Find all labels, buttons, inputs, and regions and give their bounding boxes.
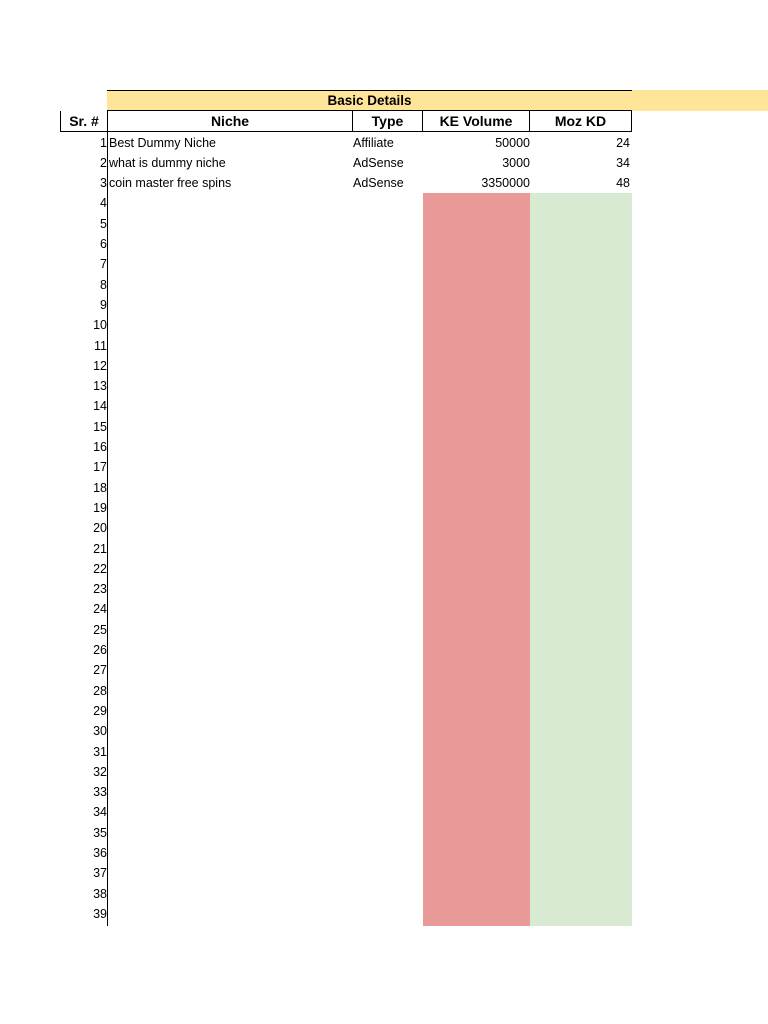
cell-sr[interactable]: 3 — [100, 176, 107, 191]
cell-niche[interactable]: coin master free spins — [109, 176, 232, 191]
cell-sr[interactable]: 11 — [94, 338, 107, 353]
cell-sr[interactable]: 22 — [93, 561, 107, 576]
cell-sr[interactable]: 37 — [93, 866, 107, 881]
column-header-sr: Sr. # — [60, 111, 108, 132]
cell-sr[interactable]: 21 — [93, 541, 107, 556]
cell-sr[interactable]: 10 — [93, 318, 107, 333]
cell-sr[interactable]: 19 — [93, 500, 107, 515]
cell-ke-volume[interactable]: 3000 — [502, 155, 530, 170]
cell-sr[interactable]: 18 — [93, 480, 107, 495]
cell-sr[interactable]: 36 — [93, 846, 107, 860]
cell-sr[interactable]: 5 — [100, 216, 107, 231]
cell-sr[interactable]: 6 — [100, 237, 107, 251]
cell-sr[interactable]: 20 — [93, 521, 107, 536]
moz-kd-highlight-fill — [530, 193, 632, 926]
cell-sr[interactable]: 35 — [93, 825, 107, 840]
cell-ke-volume[interactable]: 50000 — [495, 135, 530, 150]
cell-ke-volume[interactable]: 3350000 — [481, 176, 530, 191]
cell-sr[interactable]: 29 — [93, 703, 107, 718]
cell-sr[interactable]: 16 — [93, 440, 107, 454]
cell-sr[interactable]: 4 — [100, 196, 107, 211]
cell-type[interactable]: Affiliate — [353, 135, 394, 150]
cell-sr[interactable]: 7 — [100, 257, 107, 272]
column-header-moz-kd: Moz KD — [530, 111, 632, 132]
ke-volume-highlight-fill — [423, 193, 530, 926]
cell-sr[interactable]: 9 — [100, 297, 107, 312]
cell-sr[interactable]: 28 — [93, 683, 107, 698]
cell-moz-kd[interactable]: 34 — [616, 155, 630, 170]
cell-sr[interactable]: 39 — [93, 906, 107, 921]
sr-column-border — [107, 132, 108, 926]
cell-sr[interactable]: 25 — [93, 622, 107, 637]
cell-moz-kd[interactable]: 48 — [616, 176, 630, 191]
cell-niche[interactable]: what is dummy niche — [109, 155, 226, 170]
cell-moz-kd[interactable]: 24 — [616, 135, 630, 150]
cell-sr[interactable]: 31 — [93, 744, 107, 759]
cell-niche[interactable]: Best Dummy Niche — [109, 135, 216, 150]
cell-sr[interactable]: 27 — [93, 663, 107, 678]
group-header-basic-details: Basic Details — [107, 90, 632, 111]
cell-sr[interactable]: 23 — [93, 582, 107, 597]
cell-sr[interactable]: 1 — [100, 135, 107, 150]
cell-sr[interactable]: 33 — [93, 785, 107, 800]
cell-sr[interactable]: 34 — [93, 805, 107, 820]
cell-sr[interactable]: 26 — [93, 643, 107, 657]
cell-sr[interactable]: 13 — [93, 379, 107, 394]
cell-sr[interactable]: 30 — [93, 724, 107, 739]
cell-sr[interactable]: 15 — [93, 419, 107, 434]
cell-sr[interactable]: 8 — [100, 277, 107, 292]
column-header-niche: Niche — [108, 111, 353, 132]
cell-sr[interactable]: 24 — [93, 602, 107, 617]
column-header-type: Type — [353, 111, 423, 132]
cell-type[interactable]: AdSense — [353, 176, 404, 191]
cell-sr[interactable]: 14 — [93, 399, 107, 414]
cell-sr[interactable]: 2 — [100, 155, 107, 170]
cell-type[interactable]: AdSense — [353, 155, 404, 170]
cell-sr[interactable]: 38 — [93, 886, 107, 901]
cell-sr[interactable]: 12 — [93, 358, 107, 373]
cell-sr[interactable]: 32 — [93, 764, 107, 779]
column-header-ke-volume: KE Volume — [423, 111, 530, 132]
cell-sr[interactable]: 17 — [93, 460, 107, 475]
